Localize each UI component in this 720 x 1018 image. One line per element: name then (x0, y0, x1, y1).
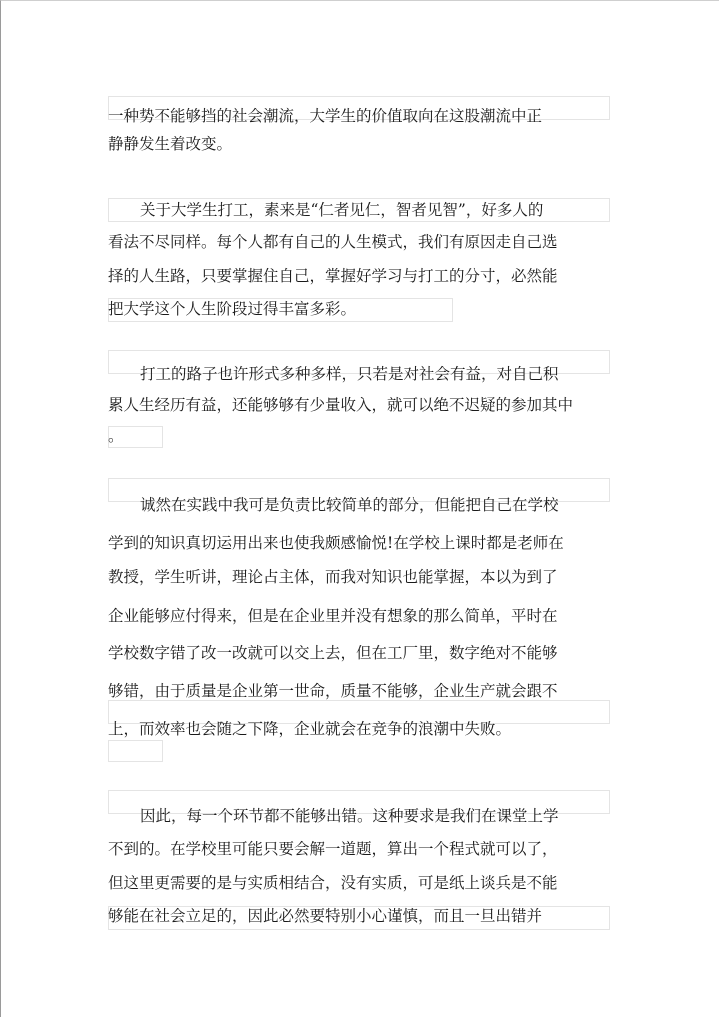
text-line: 不到的。在学校里可能只要会解一道题，算出一个程式就可以了， (108, 840, 558, 858)
text-line: 教授，学生听讲，理论占主体，而我对知识也能掌握，本以为到了 (108, 568, 558, 586)
text-line: 上，而效率也会随之下降，企业就会在竞争的浪潮中失败。 (108, 720, 512, 738)
text-line: 够错，由于质量是企业第一世命，质量不能够，企业生产就会跟不 (108, 682, 558, 700)
text-line: 学校数字错了改一改就可以交上去，但在工厂里，数字绝对不能够 (108, 644, 558, 662)
text-line: 打工的路子也许形式多种多样，只若是对社会有益，对自己积 (140, 365, 559, 383)
text-line: 。 (108, 427, 124, 445)
text-line: 一种势不能够挡的社会潮流，大学生的价值取向在这股潮流中正 (108, 107, 543, 125)
text-line: 把大学这个人生阶段过得丰富多彩。 (108, 300, 357, 318)
text-frame (108, 740, 163, 762)
text-line: 学到的知识真切运用出来也使我颇感愉悦!在学校上课时都是老师在 (108, 534, 564, 552)
text-line: 关于大学生打工，素来是“仁者见仁，智者见智”，好多人的 (140, 201, 544, 219)
text-line: 够能在社会立足的，因此必然要特别小心谨慎，而且一旦出错并 (108, 907, 543, 925)
text-line: 企业能够应付得来，但是在企业里并没有想象的那么简单，平时在 (108, 607, 558, 625)
text-line: 诚然在实践中我可是负责比较简单的部分，但能把自己在学校 (140, 496, 559, 514)
text-line: 择的人生路，只要掌握住自己，掌握好学习与打工的分寸，必然能 (108, 267, 558, 285)
text-line: 累人生经历有益，还能够够有少量收入，就可以绝不迟疑的参加其中 (108, 396, 574, 414)
text-line: 静静发生着改变。 (108, 135, 233, 153)
text-line: 因此，每一个环节都不能够出错。这种要求是我们在课堂上学 (140, 807, 559, 825)
text-line: 看法不尽同样。每个人都有自己的人生模式，我们有原因走自己选 (108, 233, 558, 251)
text-line: 但这里更需要的是与实质相结合，没有实质，可是纸上谈兵是不能 (108, 874, 558, 892)
